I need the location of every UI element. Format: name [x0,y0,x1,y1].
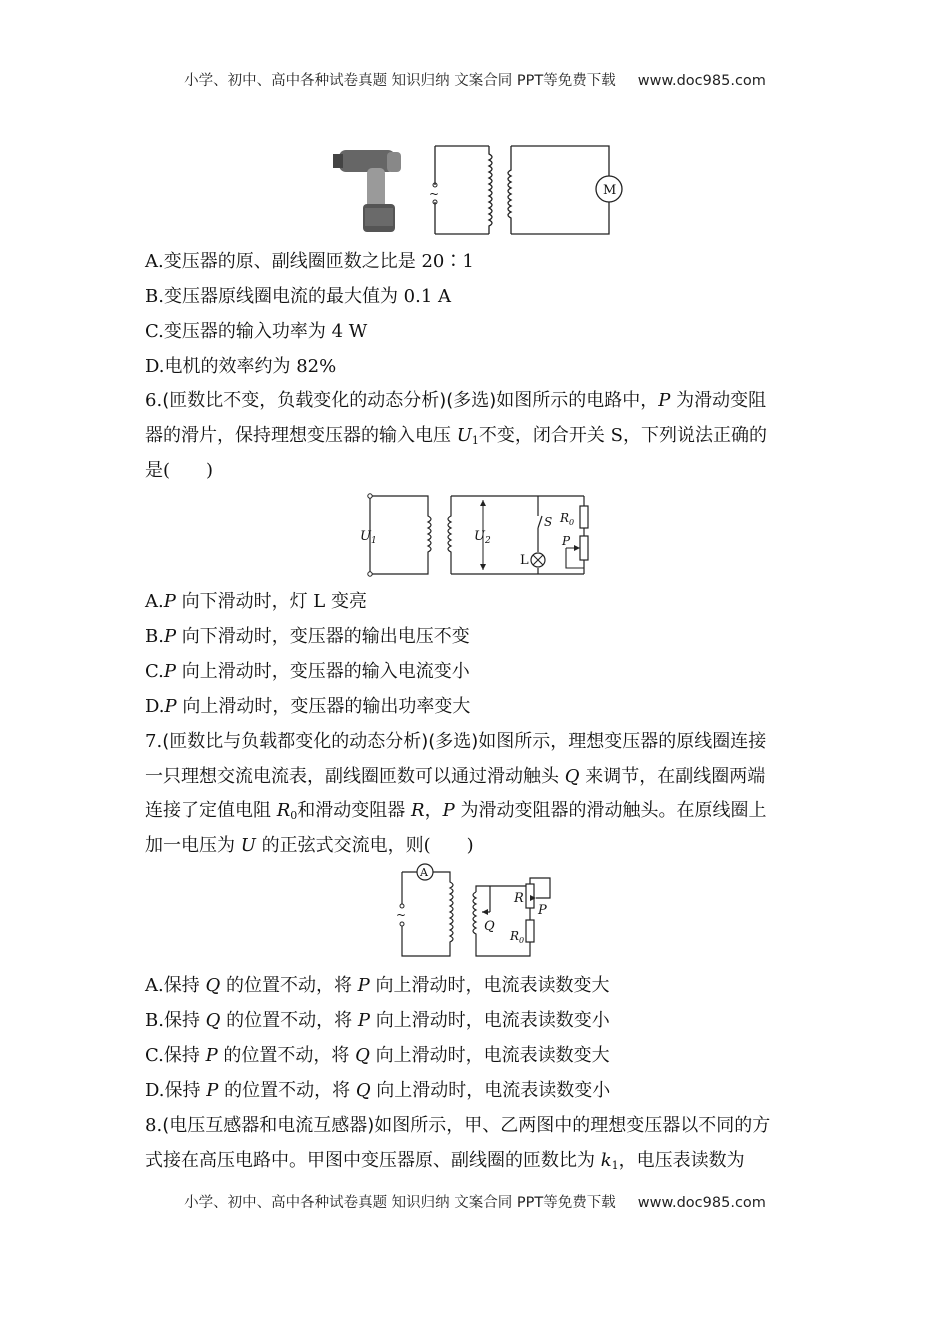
q5-option-b: B.变压器原线圈电流的最大值为 0.1 A [145,286,452,307]
q6-fig-u2: U [474,529,485,544]
header-text: 小学、初中、高中各种试卷真题 知识归纳 文案合同 PPT等免费下载 [184,73,616,89]
q7-var-r0: R [276,800,291,821]
q6-fig-u1: U [360,529,371,544]
primary-coil [489,146,492,234]
q7-option-c [145,1044,810,1068]
q8-var-k: k [600,1150,612,1171]
q7-option-c-text-2: 的位置不动，将 [217,1045,356,1066]
q7-option-b-var1: Q [205,1010,221,1031]
q7-line4-text: 加一电压为 [145,835,241,856]
motor-label: M [603,183,617,198]
q5-ac-symbol: ~ [429,187,440,201]
q7-fig-r: R [514,891,524,906]
q7-fig-ac: ~ [396,908,407,922]
q6-option-d-letter: D. [145,696,165,717]
q8-stem-line-1 [145,1114,810,1138]
q6-fig-r0: R [560,511,570,525]
q6-stem-text: 如图所示的电路中， [496,390,659,411]
q7-primary-coil [402,872,453,956]
q6-line2-text-2: 不变，闭合开关 S，下列说法正确的 [478,425,767,446]
svg-text:U1 [360,529,377,546]
q6-option-b [145,625,810,649]
q8-stem-line-2 [145,1149,810,1178]
q7-option-c-var1: P [205,1045,218,1066]
svg-text:U2 [474,529,491,546]
page-header [0,69,950,90]
q7-figure [390,862,570,962]
q7-option-d-var2: Q [355,1080,371,1101]
q7-line3-text-4: 为滑动变阻器的滑动触头。在原线圈上 [454,800,767,821]
q5-option-a: A.变压器的原、副线圈匝数之比是 20∶1 [145,251,474,272]
q7-stem-line-2 [145,765,810,789]
svg-text:R0 [559,511,574,527]
q6-primary-coil [370,496,431,574]
q7-fig-r0: R [510,929,520,943]
q6-multi: (多选) [446,390,497,411]
q6-option-a-var: P [163,591,176,612]
q7-var-u: U [240,835,256,856]
q6-option-c-letter: C. [145,661,164,682]
q6-stem-line-2 [145,424,810,453]
q8-line2-text-2: ，电压表读数为 [618,1150,745,1171]
q6-rheostat [580,536,588,560]
q7-option-b-var2: P [357,1010,371,1031]
q7-line2-text: 一只理想交流电流表，副线圈匝数可以通过滑动触头 [145,766,565,787]
q7-line3-text: 连接了定值电阻 [145,800,277,821]
q6-tag: (匝数比不变，负载变化的动态分析) [162,390,447,411]
q7-slider-q [482,909,488,915]
q7-option-b-text-3: 向上滑动时，电流表读数变小 [370,1010,610,1031]
q6-option-a [145,590,810,614]
q7-var-r0-sub: 0 [290,809,298,822]
q6-var-u-sub: 1 [471,434,479,447]
q6-option-d [145,695,810,719]
q7-option-d-var1: P [206,1080,219,1101]
q5-figure [333,140,623,240]
q7-option-d-text-2: 的位置不动，将 [218,1080,356,1101]
q7-option-b [145,1009,810,1033]
q6-option-a-text: 向下滑动时，灯 L 变亮 [175,591,367,612]
q6-stem-line-1 [145,389,810,413]
q6-number: 6. [145,390,163,411]
q8-number: 8. [145,1115,163,1136]
q8-var-k-sub: 1 [611,1159,619,1172]
q7-fig-q: Q [484,919,495,934]
q6-option-d-var: P [164,696,177,717]
q6-option-d-text: 向上滑动时，变压器的输出功率变大 [176,696,471,717]
q6-option-c [145,660,810,684]
q6-fig-p: P [562,534,571,548]
q7-var-p: P [442,800,455,821]
q7-fig-r0-sub: 0 [519,936,525,945]
q6-option-c-text: 向上滑动时，变压器的输入电流变小 [175,661,470,682]
q6-slider-p [574,545,580,551]
q6-var-u: U [456,425,472,446]
q7-option-a-text: A.保持 [145,975,206,996]
q6-stem-line-3: 是( ) [145,460,214,481]
q6-fig-u1-sub: 1 [370,536,377,546]
q7-stem-line-4 [145,834,810,858]
q7-option-a-text-2: 的位置不动，将 [220,975,358,996]
q5-option-d: D.电机的效率约为 82% [145,356,337,377]
q6-figure [358,490,598,580]
header-site: www.doc985.com [637,73,766,89]
q7-stem-line-3 [145,799,810,828]
q6-r0-resistor [580,506,588,528]
q7-var-q: Q [564,766,580,787]
q6-option-c-var: P [163,661,176,682]
footer-text: 小学、初中、高中各种试卷真题 知识归纳 文案合同 PPT等免费下载 [184,1195,616,1211]
q6-option-b-var: P [163,626,177,647]
q5-option-c: C.变压器的输入功率为 4 W [145,321,368,342]
q7-option-c-text-3: 向上滑动时，电流表读数变大 [369,1045,610,1066]
q7-option-a-text-3: 向上滑动时，电流表读数变大 [369,975,610,996]
q7-multi: (多选) [428,731,479,752]
q7-line4-text-2: 的正弦式交流电，则( ) [255,835,474,856]
q6-fig-r0-sub: 0 [569,518,575,527]
q7-line2-text-2: 来调节，在副线圈两端 [579,766,766,787]
q6-option-b-letter: B. [145,626,164,647]
q7-option-c-text: C.保持 [145,1045,206,1066]
drill-image [333,150,401,232]
q7-option-b-text: B.保持 [145,1010,206,1031]
q7-option-d-text-3: 向上滑动时，电流表读数变小 [370,1080,611,1101]
q6-option-a-letter: A. [145,591,164,612]
q6-fig-s: S [544,515,553,529]
q7-option-a [145,974,810,998]
q6-fig-l: L [520,553,529,568]
q7-line3-text-2: 和滑动变阻器 [297,800,412,821]
q7-number: 7. [145,731,163,752]
page-footer [0,1191,950,1212]
q7-var-r: R [411,800,425,821]
q7-line1-text: 如图所示，理想变压器的原线圈连接 [478,731,767,752]
q7-option-a-var2: P [357,975,370,996]
q7-option-b-text-2: 的位置不动，将 [220,1010,358,1031]
q8-tag: (电压互感器和电流互感器) [162,1115,375,1136]
footer-site: www.doc985.com [637,1195,766,1211]
q7-r0-resistor [526,920,534,942]
q6-fig-u2-sub: 2 [484,536,491,546]
q7-tag: (匝数比与负载都变化的动态分析) [162,731,429,752]
q7-option-d-text: D.保持 [145,1080,207,1101]
q7-option-a-var1: Q [205,975,221,996]
svg-text:R0 [509,929,524,945]
q6-option-b-text: 向下滑动时，变压器的输出电压不变 [176,626,470,647]
q6-line2-text: 器的滑片，保持理想变压器的输入电压 [145,425,457,446]
q8-line1-text: 如图所示，甲、乙两图中的理想变压器以不同的方 [374,1115,771,1136]
q8-line2-text: 式接在高压电路中。甲图中变压器原、副线圈的匝数比为 [145,1150,601,1171]
q7-fig-p: P [538,903,547,918]
q7-option-c-var2: Q [355,1045,370,1066]
q7-fig-ammeter: A [420,866,428,879]
q6-stem-text-2: 为滑动变阻 [670,390,767,411]
q6-secondary-coil [448,496,451,574]
q7-stem-line-1 [145,730,810,754]
secondary-coil [508,146,609,234]
q7-option-d [145,1079,810,1103]
q7-line3-text-3: ， [424,800,443,821]
q6-var-p: P [658,390,671,411]
